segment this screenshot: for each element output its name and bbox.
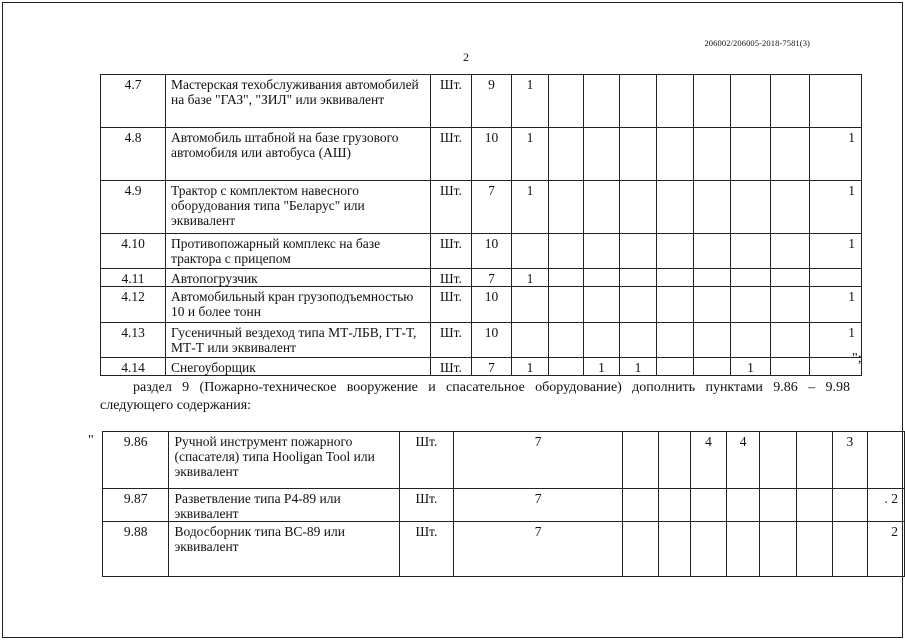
quantity-cell: 7 — [472, 269, 512, 287]
value-cell — [657, 128, 694, 181]
value-cell — [584, 234, 620, 269]
item-name: Трактор с комплектом навесного оборудования типа "Беларус" или эквивалент — [166, 181, 431, 234]
unit-cell: Шт. — [431, 358, 472, 376]
table-row — [101, 323, 862, 358]
value-cell — [657, 287, 694, 323]
table-row — [101, 287, 862, 323]
unit-cell: Шт. — [431, 287, 472, 323]
value-cell: 1 — [810, 181, 862, 234]
quantity-cell: 7 — [472, 358, 512, 376]
value-cell — [549, 269, 584, 287]
value-cell: 3 — [832, 432, 868, 489]
value-cell — [694, 181, 731, 234]
value-cell — [549, 287, 584, 323]
value-cell — [771, 323, 810, 358]
table-row — [101, 181, 862, 234]
row-number: 4.10 — [101, 234, 166, 269]
item-name: Гусеничный вездеход типа МТ-ЛБВ, ГТ-Т, МТ-Т или эквивалент — [166, 323, 431, 358]
row-number: 9.86 — [103, 432, 169, 489]
item-name: Автопогрузчик — [166, 269, 431, 287]
value-cell — [549, 358, 584, 376]
unit-cell: Шт. — [431, 181, 472, 234]
value-cell: 4 — [691, 432, 727, 489]
vehicles-table — [100, 74, 862, 376]
value-cell — [810, 75, 862, 128]
value-cell — [694, 323, 731, 358]
value-cell: 1 — [512, 269, 549, 287]
row-number: 4.9 — [101, 181, 166, 234]
value-cell — [657, 323, 694, 358]
value-cell — [623, 522, 659, 577]
value-cell: . 2 — [868, 489, 905, 522]
value-cell — [771, 358, 810, 376]
value-cell — [512, 287, 549, 323]
value-cell — [731, 128, 771, 181]
value-cell — [726, 522, 760, 577]
value-cell — [620, 269, 657, 287]
value-cell — [691, 489, 727, 522]
value-cell: 1 — [810, 287, 862, 323]
quantity-cell: 10 — [472, 323, 512, 358]
table-row — [103, 522, 905, 577]
row-number: 4.13 — [101, 323, 166, 358]
unit-cell: Шт. — [399, 489, 454, 522]
value-cell — [731, 234, 771, 269]
item-name: Разветвление типа Р4-89 или эквивалент — [169, 489, 399, 522]
item-name: Автомобильный кран грузоподъемностью 10 и более тонн — [166, 287, 431, 323]
value-cell — [694, 75, 731, 128]
value-cell — [620, 287, 657, 323]
value-cell — [620, 128, 657, 181]
row-number: 4.7 — [101, 75, 166, 128]
value-cell — [868, 432, 905, 489]
row-number: 4.11 — [101, 269, 166, 287]
equipment-table — [102, 431, 905, 577]
value-cell — [584, 75, 620, 128]
value-cell: 1 — [512, 181, 549, 234]
value-cell — [657, 234, 694, 269]
table-row — [101, 75, 862, 128]
item-name: Мастерская техобслуживания автомобилей на базе "ГАЗ", "ЗИЛ" или эквивалент — [166, 75, 431, 128]
row-number: 9.88 — [103, 522, 169, 577]
value-cell — [549, 181, 584, 234]
value-cell — [658, 489, 691, 522]
value-cell: 1 — [810, 128, 862, 181]
value-cell — [657, 75, 694, 128]
value-cell — [771, 128, 810, 181]
value-cell — [771, 287, 810, 323]
value-cell — [549, 75, 584, 128]
value-cell — [584, 323, 620, 358]
value-cell — [797, 522, 833, 577]
row-number: 4.14 — [101, 358, 166, 376]
value-cell: 1 — [584, 358, 620, 376]
value-cell — [584, 287, 620, 323]
value-cell — [694, 234, 731, 269]
quantity-cell: 7 — [454, 432, 623, 489]
item-name: Ручной инструмент пожарного (спасателя) типа Hooligan Tool или эквивалент — [169, 432, 399, 489]
value-cell — [771, 269, 810, 287]
value-cell — [584, 181, 620, 234]
value-cell — [731, 181, 771, 234]
value-cell — [657, 269, 694, 287]
quantity-cell: 7 — [472, 181, 512, 234]
value-cell — [549, 323, 584, 358]
table-row — [101, 358, 862, 376]
row-number: 4.12 — [101, 287, 166, 323]
item-name: Снегоуборщик — [166, 358, 431, 376]
value-cell — [760, 432, 797, 489]
value-cell — [731, 287, 771, 323]
unit-cell: Шт. — [431, 128, 472, 181]
document-id: 206002/206005-2018-7581(3) — [704, 38, 810, 48]
unit-cell: Шт. — [399, 522, 454, 577]
table-row — [103, 489, 905, 522]
value-cell — [512, 323, 549, 358]
value-cell: 1 — [810, 323, 862, 358]
table-row — [101, 234, 862, 269]
value-cell: 4 — [726, 432, 760, 489]
value-cell — [810, 269, 862, 287]
table-row — [101, 269, 862, 287]
value-cell — [549, 128, 584, 181]
quantity-cell: 9 — [472, 75, 512, 128]
value-cell — [731, 75, 771, 128]
value-cell — [731, 269, 771, 287]
opening-quote: " — [88, 433, 94, 448]
unit-cell: Шт. — [431, 75, 472, 128]
value-cell — [584, 128, 620, 181]
value-cell — [771, 181, 810, 234]
row-number: 9.87 — [103, 489, 169, 522]
value-cell: 2 — [868, 522, 905, 577]
value-cell — [771, 234, 810, 269]
value-cell — [620, 75, 657, 128]
value-cell — [771, 75, 810, 128]
quantity-cell: 10 — [472, 287, 512, 323]
value-cell — [691, 522, 727, 577]
value-cell — [620, 323, 657, 358]
value-cell — [726, 489, 760, 522]
value-cell — [512, 234, 549, 269]
closing-quote: "; — [852, 351, 862, 366]
value-cell — [584, 269, 620, 287]
unit-cell: Шт. — [431, 234, 472, 269]
table-row — [101, 128, 862, 181]
value-cell — [658, 432, 691, 489]
value-cell — [797, 432, 833, 489]
value-cell — [694, 269, 731, 287]
row-number: 4.8 — [101, 128, 166, 181]
value-cell — [694, 358, 731, 376]
value-cell — [694, 128, 731, 181]
item-name: Автомобиль штабной на базе грузового автомобиля или автобуса (АШ) — [166, 128, 431, 181]
value-cell — [694, 287, 731, 323]
value-cell: 1 — [620, 358, 657, 376]
value-cell — [832, 522, 868, 577]
body-paragraph: раздел 9 (Пожарно-техническое вооружение и спасательное оборудование) дополнить пунктами 9.86 – 9.98 следующего содержания: — [100, 380, 850, 413]
value-cell — [657, 358, 694, 376]
item-name: Водосборник типа ВС-89 или эквивалент — [169, 522, 399, 577]
value-cell — [760, 489, 797, 522]
value-cell — [623, 432, 659, 489]
value-cell — [760, 522, 797, 577]
unit-cell: Шт. — [399, 432, 454, 489]
value-cell — [620, 181, 657, 234]
item-name: Противопожарный комплекс на базе трактора с прицепом — [166, 234, 431, 269]
quantity-cell: 7 — [454, 522, 623, 577]
value-cell: 1 — [512, 358, 549, 376]
value-cell — [623, 489, 659, 522]
quantity-cell: 10 — [472, 234, 512, 269]
quantity-cell: 7 — [454, 489, 623, 522]
value-cell — [549, 234, 584, 269]
table-row — [103, 432, 905, 489]
value-cell — [657, 181, 694, 234]
value-cell: 1 — [810, 234, 862, 269]
quantity-cell: 10 — [472, 128, 512, 181]
unit-cell: Шт. — [431, 269, 472, 287]
value-cell — [620, 234, 657, 269]
value-cell: 1 — [512, 128, 549, 181]
value-cell — [797, 489, 833, 522]
value-cell — [658, 522, 691, 577]
value-cell: 1 — [731, 358, 771, 376]
value-cell — [832, 489, 868, 522]
unit-cell: Шт. — [431, 323, 472, 358]
value-cell: 1 — [512, 75, 549, 128]
value-cell — [731, 323, 771, 358]
page-number: 2 — [463, 50, 469, 64]
